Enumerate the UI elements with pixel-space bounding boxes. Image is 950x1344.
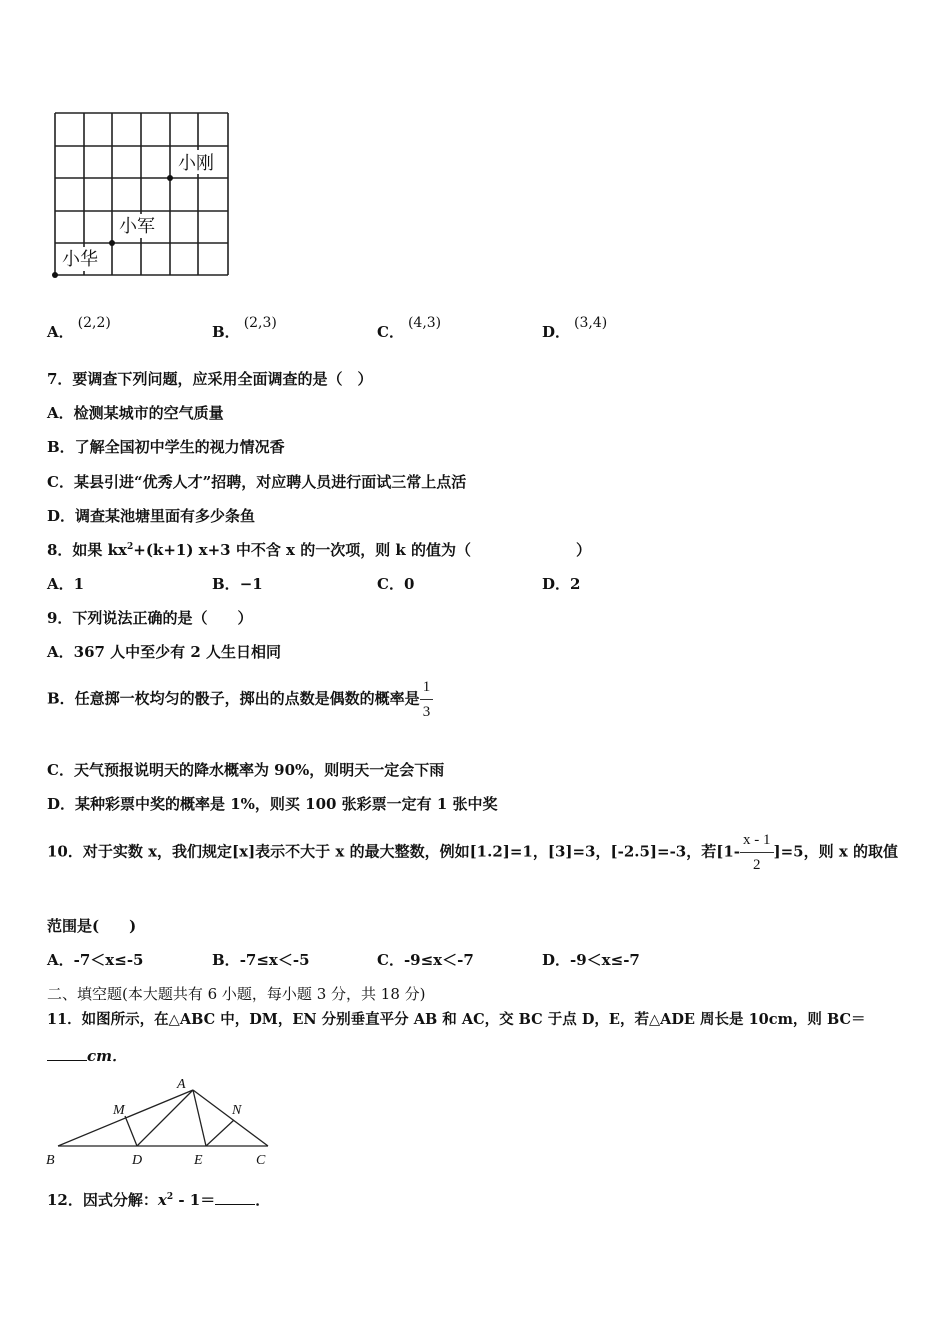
grid-figure [50, 108, 240, 280]
q6-option-a[interactable]: A． (2,2) [47, 315, 111, 341]
q9-option-d[interactable]: D．某种彩票中奖的概率是 1%，则买 100 张彩票一定有 1 张中奖 [47, 795, 498, 813]
q10-option-c[interactable]: C．-9≤x＜-7 [377, 951, 474, 969]
label-c: C [256, 1153, 266, 1168]
label-e: E [194, 1153, 203, 1168]
q6-option-c[interactable]: C． (4,3) [377, 315, 442, 341]
label-n: N [232, 1103, 242, 1118]
q12-stem: 12．因式分解：$x^2 - 1=$ ． [47, 1191, 271, 1209]
label-xiaojun: 小军 [119, 216, 155, 236]
q12-blank[interactable] [215, 1204, 255, 1205]
q7-stem: 7．要调查下列问题，应采用全面调查的是（ ） [47, 370, 373, 388]
q8-option-b[interactable]: B．−1 [212, 575, 263, 593]
q8-option-c[interactable]: C．0 [377, 575, 415, 593]
q9-option-c[interactable]: C．天气预报说明天的降水概率为 90%，则明天一定会下雨 [47, 761, 445, 779]
q10-option-a[interactable]: A．-7＜x≤-5 [47, 951, 144, 969]
q6-option-b[interactable]: B． (2,3) [212, 315, 277, 341]
q7-option-c[interactable]: C．某县引进“优秀人才”招聘，对应聘人员进行面试三常上点活 [47, 473, 467, 491]
q8-option-d[interactable]: D．2 [542, 575, 581, 593]
q9-stem: 9．下列说法正确的是（ ） [47, 609, 253, 627]
q7-option-d[interactable]: D．调查某池塘里面有多少条鱼 [47, 507, 256, 525]
q10-option-d[interactable]: D．-9＜x≤-7 [542, 951, 640, 969]
q9-option-a[interactable]: A．367 人中至少有 2 人生日相同 [47, 643, 282, 661]
q9-option-b[interactable]: B．任意掷一枚均匀的骰子，掷出的点数是偶数的概率是 $\frac{1}{3}$ [47, 677, 433, 722]
q10-fraction: $\frac{x - 1}{2}$ [740, 830, 774, 875]
q10-stem-cont: 范围是( ) [47, 917, 137, 935]
q8-option-a[interactable]: A．1 [47, 575, 85, 593]
point-xiaohua [52, 272, 58, 278]
label-b: B [46, 1153, 55, 1168]
q7-option-a[interactable]: A．检测某城市的空气质量 [47, 404, 224, 422]
label-xiaogang: 小刚 [178, 153, 214, 173]
q11-answer-line: cm． [47, 1046, 127, 1066]
label-xiaohua: 小华 [62, 249, 98, 269]
q10-stem: 10．对于实数 x，我们规定[x]表示不大于 x 的最大整数，例如[1.2]=1，[3]=3，[-2.5]=-3，若[1- $\frac{x - 1}{2}$ ]=5，则 x 的取值 [47, 832, 899, 873]
q7-option-b[interactable]: B．了解全国初中学生的视力情况香 [47, 438, 285, 456]
label-a: A [177, 1077, 186, 1092]
point-xiaogang [167, 175, 173, 181]
q9-fraction: $\frac{1}{3}$ [420, 677, 434, 722]
label-d: D [132, 1153, 143, 1168]
triangle-figure [40, 1072, 280, 1172]
section-heading: 二、填空题(本大题共有 6 小题，每小题 3 分，共 18 分) [47, 985, 426, 1003]
q11-blank[interactable] [47, 1060, 87, 1061]
q10-option-b[interactable]: B．-7≤x＜-5 [212, 951, 310, 969]
q8-stem: 8．如果 $kx^2+(k+1)$ x+3 中不含 x 的一次项，则 k 的值为（ ） [47, 541, 592, 559]
q11-stem: 11．如图所示，在△ABC 中，DM，EN 分别垂直平分 AB 和 AC，交 BC 于点 D，E，若△ADE 周长是 10cm，则 BC＝ [47, 1011, 866, 1028]
label-m: M [113, 1103, 125, 1118]
point-xiaojun [109, 240, 115, 246]
q6-option-d[interactable]: D． (3,4) [542, 315, 608, 341]
